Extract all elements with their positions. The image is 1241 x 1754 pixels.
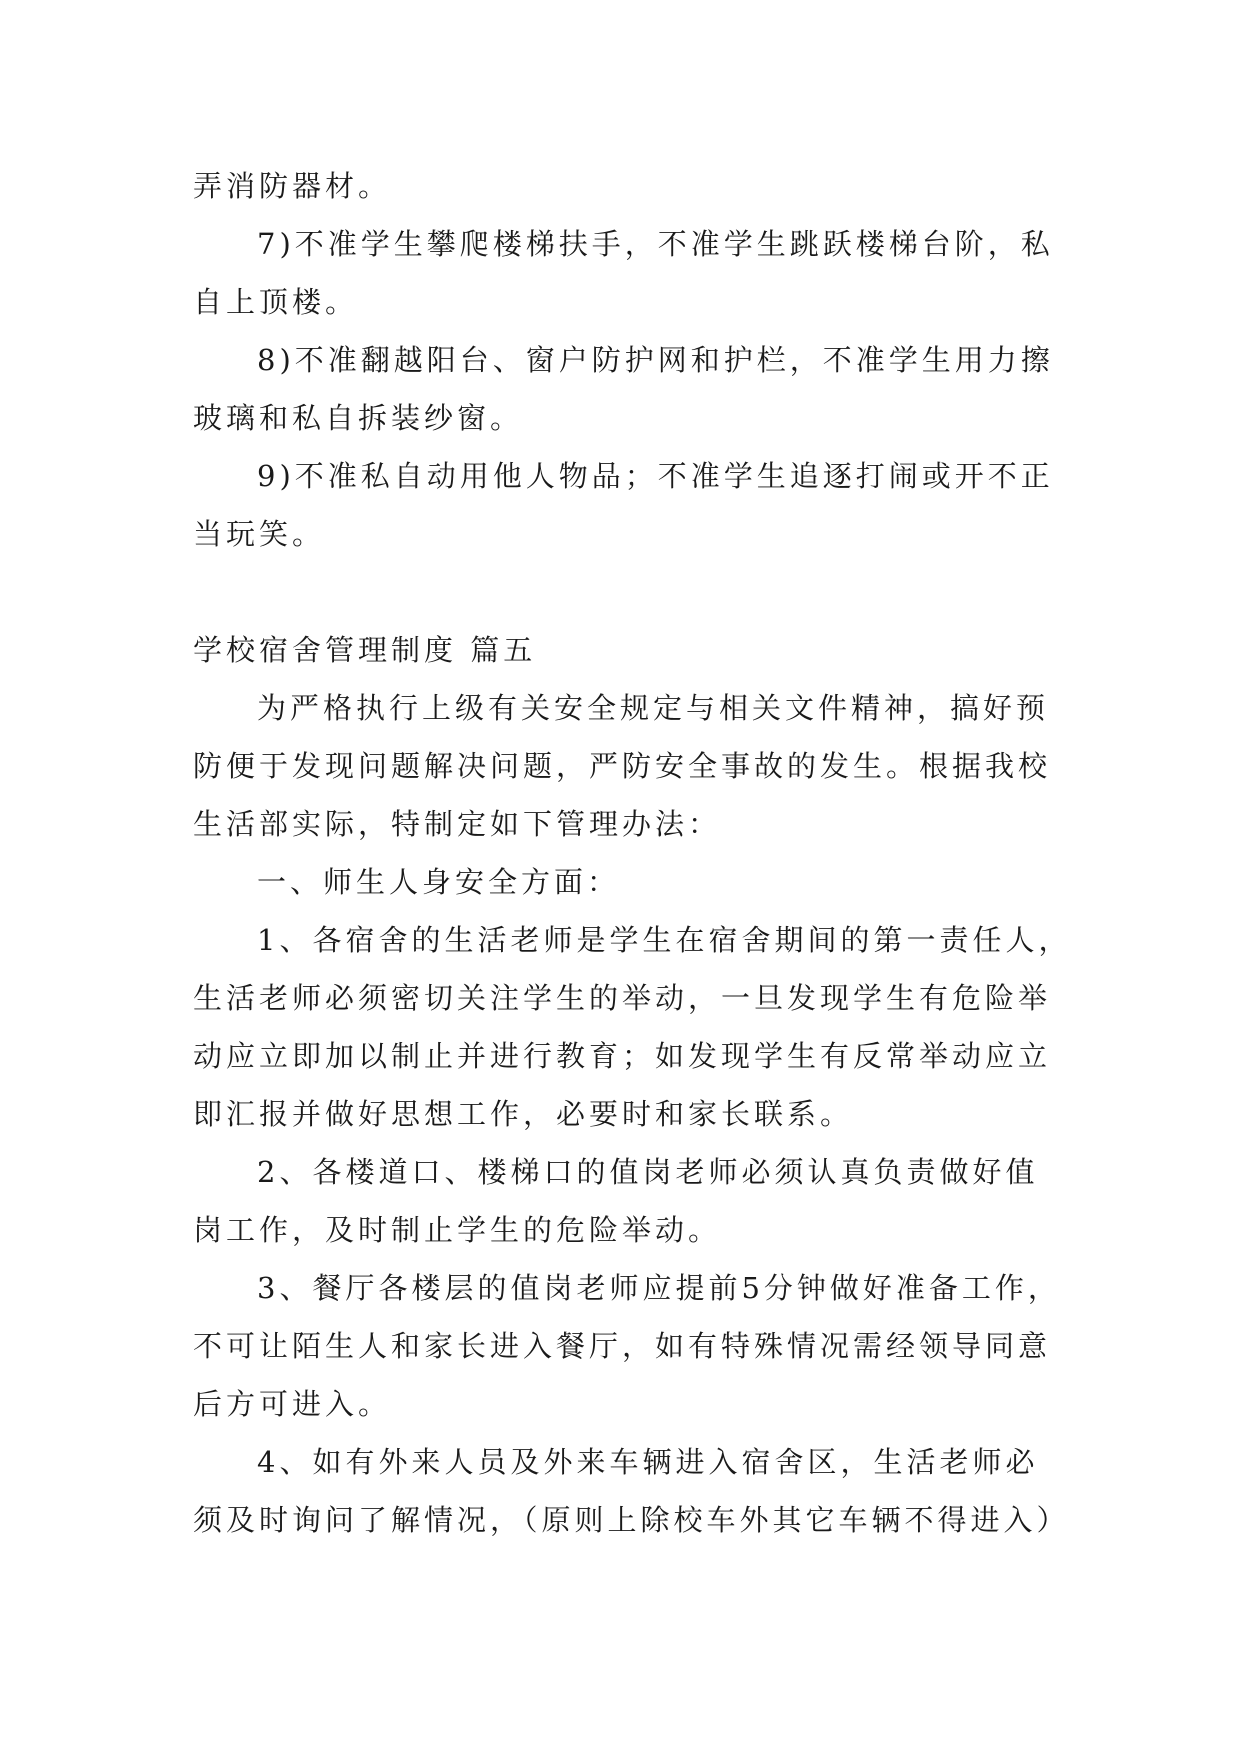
text-line: 生活部实际，特制定如下管理办法： bbox=[193, 807, 722, 841]
text-line: 不可让陌生人和家长进入餐厅，如有特殊情况需经领导同意 bbox=[193, 1329, 1052, 1363]
text-line: 8)不准翻越阳台、窗户防护网和护栏，不准学生用力擦 bbox=[257, 343, 1054, 377]
text-line: 2、各楼道口、楼梯口的值岗老师必须认真负责做好值 bbox=[257, 1155, 1039, 1189]
text-line: 为严格执行上级有关安全规定与相关文件精神，搞好预 bbox=[257, 691, 1050, 725]
text-line: 弄消防器材。 bbox=[193, 169, 392, 203]
text-line: 岗工作，及时制止学生的危险举动。 bbox=[193, 1213, 722, 1247]
document-body bbox=[193, 157, 1072, 1549]
text-line: 后方可进入。 bbox=[193, 1387, 392, 1421]
text-line: 须及时询问了解情况，（原则上除校车外其它车辆不得进入） bbox=[193, 1503, 1070, 1537]
text-line: 当玩笑。 bbox=[193, 517, 326, 551]
text-line: 3、餐厅各楼层的值岗老师应提前5分钟做好准备工作， bbox=[257, 1271, 1061, 1305]
text-line: 9)不准私自动用他人物品；不准学生追逐打闹或开不正 bbox=[257, 459, 1054, 493]
text-line: 4、如有外来人员及外来车辆进入宿舍区，生活老师必 bbox=[257, 1445, 1039, 1479]
text-line: 1、各宿舍的生活老师是学生在宿舍期间的第一责任人， bbox=[257, 923, 1072, 957]
text-line: 生活老师必须密切关注学生的举动，一旦发现学生有危险举 bbox=[193, 981, 1052, 1015]
text-line: 动应立即加以制止并进行教育；如发现学生有反常举动应立 bbox=[193, 1039, 1052, 1073]
text-line: 防便于发现问题解决问题，严防安全事故的发生。根据我校 bbox=[193, 749, 1052, 783]
section-heading: 学校宿舍管理制度 篇五 bbox=[193, 633, 537, 667]
blank-line bbox=[193, 563, 1053, 621]
subheading-line: 一、师生人身安全方面： bbox=[257, 865, 621, 899]
text-line: 即汇报并做好思想工作，必要时和家长联系。 bbox=[193, 1097, 854, 1131]
text-line: 7)不准学生攀爬楼梯扶手，不准学生跳跃楼梯台阶，私 bbox=[257, 227, 1054, 261]
text-line: 玻璃和私自拆装纱窗。 bbox=[193, 401, 524, 435]
text-line: 自上顶楼。 bbox=[193, 285, 359, 319]
